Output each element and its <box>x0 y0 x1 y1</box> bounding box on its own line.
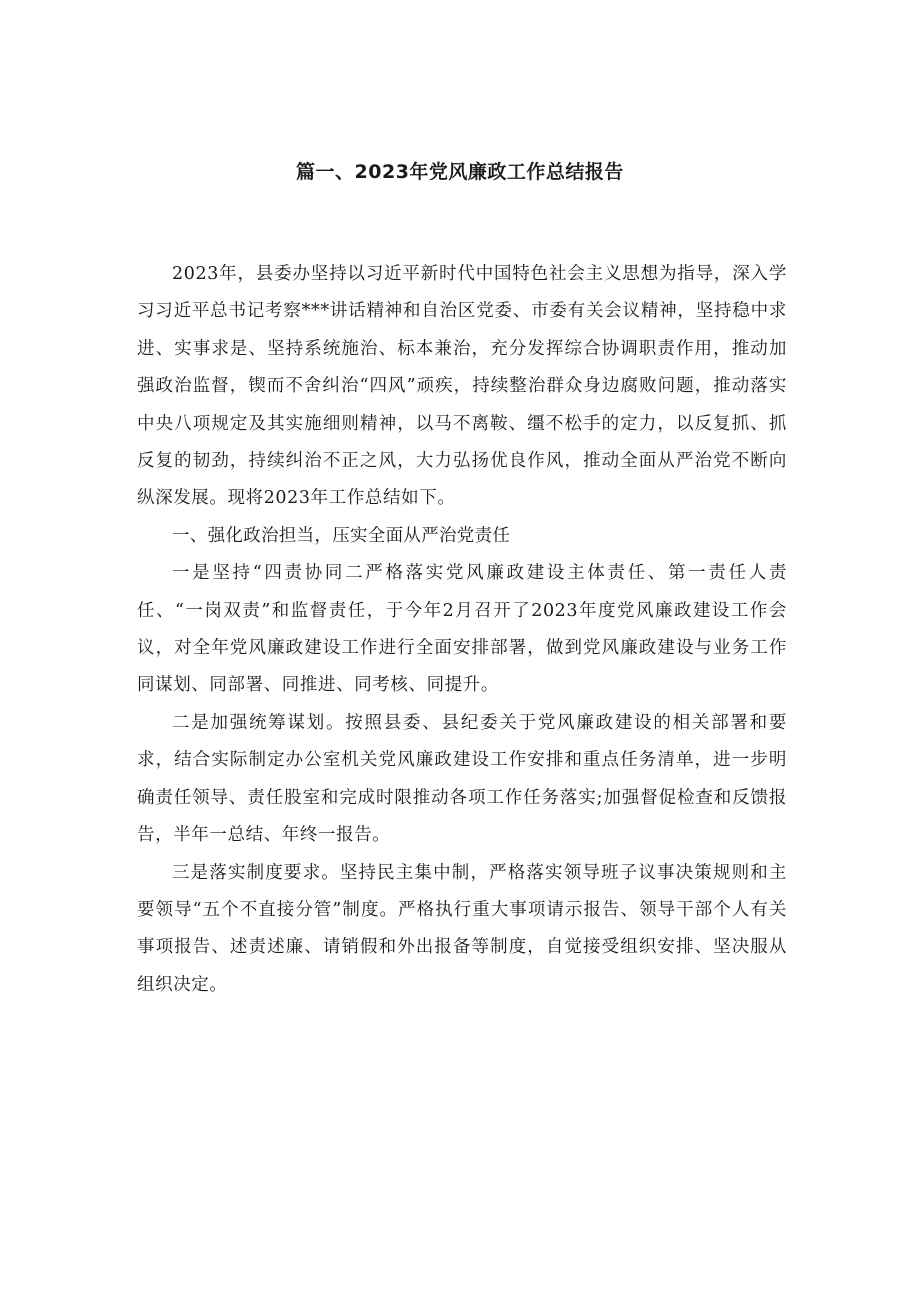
section-heading: 一、强化政治担当，压实全面从严治党责任 <box>172 525 511 546</box>
document-body <box>137 256 787 1004</box>
paragraph-item: 一是坚持“四责协同二严格落实党风廉政建设主体责任、第一责任人责任、“一岗双责”和监督责任，于今年2月召开了2023年度党风廉政建设工作会议，对全年党风廉政建设工作进行全面安排部署，做到党风廉政建设与业务工作同谋划、同部署、同推进、同考核、同提升。 <box>137 563 787 696</box>
paragraph-item: 二是加强统筹谋划。按照县委、县纪委关于党风廉政建设的相关部署和要求，结合实际制定办公室机关党风廉政建设工作安排和重点任务清单，进一步明确责任领导、责任股室和完成时限推动各项工作任务落实;加强督促检查和反馈报告，半年一总结、年终一报告。 <box>137 712 787 846</box>
intro-paragraph: 2023年，县委办坚持以习近平新时代中国特色社会主义思想为指导，深入学习习近平总书记考察***讲话精神和自治区党委、市委有关会议精神，坚持稳中求进、实事求是、坚持系统施治、标本兼治，充分发挥综合协调职责作用，推动加强政治监督，锲而不舍纠治“四风”顽疾，持续整治群众身边腐败问题，推动落实中央八项规定及其实施细则精神，以马不离鞍、缰不松手的定力，以反复抓、抓反复的韧劲，持续纠治不正之风，大力弘扬优良作风，推动全面从严治党不断向纵深发展。现将2023年工作总结如下。 <box>137 264 787 509</box>
paragraph-item: 三是落实制度要求。坚持民主集中制，严格落实领导班子议事决策规则和主要领导“五个不直接分管”制度。严格执行重大事项请示报告、领导干部个人有关事项报告、述责述廉、请销假和外出报备等制度，自觉接受组织安排、坚决服从组织决定。 <box>137 862 787 995</box>
document-title: 篇一、2023年党风廉政工作总结报告 <box>296 161 624 183</box>
